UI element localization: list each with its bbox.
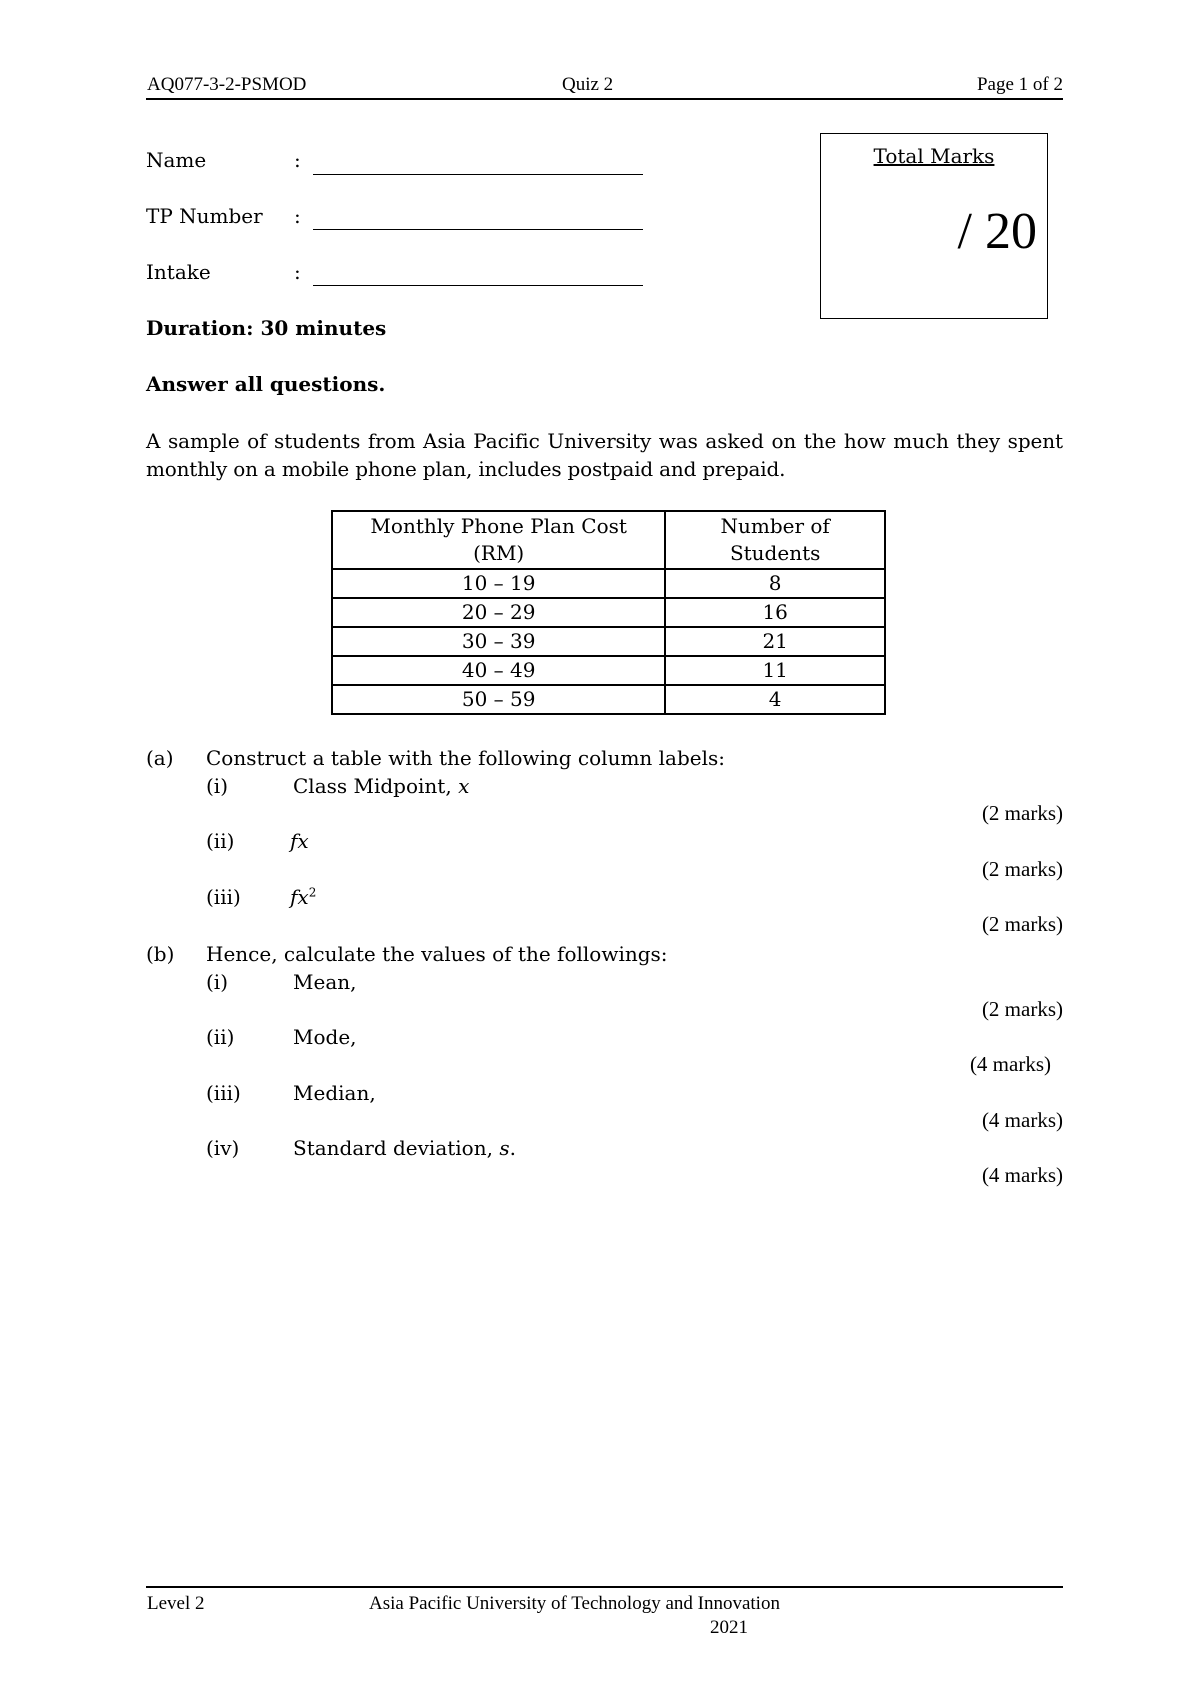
table-header-cost-line-2: (RM) xyxy=(473,541,525,565)
table-header-row xyxy=(332,511,885,569)
tp-number-label: TP Number xyxy=(146,204,263,228)
table-row xyxy=(332,598,885,627)
footer-level: Level 2 xyxy=(147,1593,205,1614)
table-cell-cost: 40 – 49 xyxy=(332,656,665,685)
footer-year: 2021 xyxy=(710,1617,748,1638)
question-b-i-marks: (2 marks) xyxy=(981,997,1063,1021)
question-a-i-num: (i) xyxy=(206,774,229,798)
intake-colon: : xyxy=(294,260,301,284)
question-a-iii-num: (iii) xyxy=(206,885,241,909)
page-number: Page 1 of 2 xyxy=(976,74,1063,95)
total-marks-title: Total Marks xyxy=(873,144,995,168)
intro-line-1: A sample of students from Asia Pacific University was asked on the how much they spent xyxy=(146,429,1063,453)
question-a-label: (a) xyxy=(146,746,174,770)
question-b-ii-num: (ii) xyxy=(206,1025,235,1049)
question-b-text: Hence, calculate the values of the followings: xyxy=(206,942,668,966)
intro-line-2: monthly on a mobile phone plan, includes postpaid and prepaid. xyxy=(146,457,786,481)
question-b-ii-text: Mode, xyxy=(293,1025,357,1049)
question-a-ii-var: fx xyxy=(290,829,309,853)
question-a-i-marks: (2 marks) xyxy=(981,801,1063,825)
question-b-iii-num: (iii) xyxy=(206,1081,241,1105)
question-a-iii-marks: (2 marks) xyxy=(981,912,1063,936)
table-row xyxy=(332,685,885,714)
intake-input-line[interactable] xyxy=(313,285,643,286)
total-marks-value: / 20 xyxy=(957,203,1037,260)
tp-number-input-line[interactable] xyxy=(313,229,643,230)
table-cell-students: 8 xyxy=(665,569,885,598)
table-cell-cost: 10 – 19 xyxy=(332,569,665,598)
table-row xyxy=(332,627,885,656)
question-b-iv-marks: (4 marks) xyxy=(981,1163,1063,1187)
table-cell-cost: 50 – 59 xyxy=(332,685,665,714)
total-marks-box xyxy=(820,133,1048,319)
question-a-text: Construct a table with the following column labels: xyxy=(206,746,726,770)
question-b-iii-marks: (4 marks) xyxy=(981,1108,1063,1132)
question-b-iii-text: Median, xyxy=(293,1081,376,1105)
question-a-iii-var: fx xyxy=(290,885,309,909)
name-input-line[interactable] xyxy=(313,174,643,175)
question-b-iv-label: Standard deviation, xyxy=(293,1136,500,1160)
table-header-cost-line-1: Monthly Phone Plan Cost xyxy=(370,514,627,538)
question-a-i-label: Class Midpoint, xyxy=(293,774,459,798)
question-b-iv-tail: . xyxy=(509,1136,516,1160)
question-b-ii-marks: (4 marks) xyxy=(969,1052,1051,1076)
table-cell-students: 21 xyxy=(665,627,885,656)
name-label: Name xyxy=(146,148,207,172)
table-header-cost xyxy=(332,511,665,569)
question-a-iii-sup: 2 xyxy=(308,885,317,900)
question-b-iv-num: (iv) xyxy=(206,1136,240,1160)
course-code: AQ077-3-2-PSMOD xyxy=(147,74,307,95)
table-header-students xyxy=(665,511,885,569)
instruction: Answer all questions. xyxy=(146,372,386,396)
footer-institution: Asia Pacific University of Technology and Innovation xyxy=(369,1593,780,1614)
table-row xyxy=(332,569,885,598)
quiz-title: Quiz 2 xyxy=(562,74,614,95)
duration: Duration: 30 minutes xyxy=(146,316,387,340)
table-cell-cost: 30 – 39 xyxy=(332,627,665,656)
question-a-ii-num: (ii) xyxy=(206,829,235,853)
name-colon: : xyxy=(294,148,301,172)
question-b-i-text: Mean, xyxy=(293,970,357,994)
table-header-students-line-1: Number of xyxy=(720,514,830,538)
question-b-i-num: (i) xyxy=(206,970,229,994)
tp-number-colon: : xyxy=(294,204,301,228)
table-header-students-line-2: Students xyxy=(729,541,821,565)
footer-rule xyxy=(146,1586,1063,1588)
header-rule xyxy=(146,98,1063,100)
question-a-ii-text xyxy=(290,829,309,853)
question-a-ii-marks: (2 marks) xyxy=(981,857,1063,881)
phone-plan-table xyxy=(331,510,886,715)
intake-label: Intake xyxy=(146,260,211,284)
question-b-iv-var: s xyxy=(499,1136,510,1160)
table-cell-students: 11 xyxy=(665,656,885,685)
question-b-iv-text xyxy=(293,1136,516,1160)
question-b-label: (b) xyxy=(146,942,175,966)
table-cell-students: 4 xyxy=(665,685,885,714)
question-a-i-var: x xyxy=(458,774,470,798)
table-cell-students: 16 xyxy=(665,598,885,627)
table-cell-cost: 20 – 29 xyxy=(332,598,665,627)
question-a-i-text xyxy=(293,774,469,798)
question-a-iii-text xyxy=(290,885,316,909)
table-row xyxy=(332,656,885,685)
